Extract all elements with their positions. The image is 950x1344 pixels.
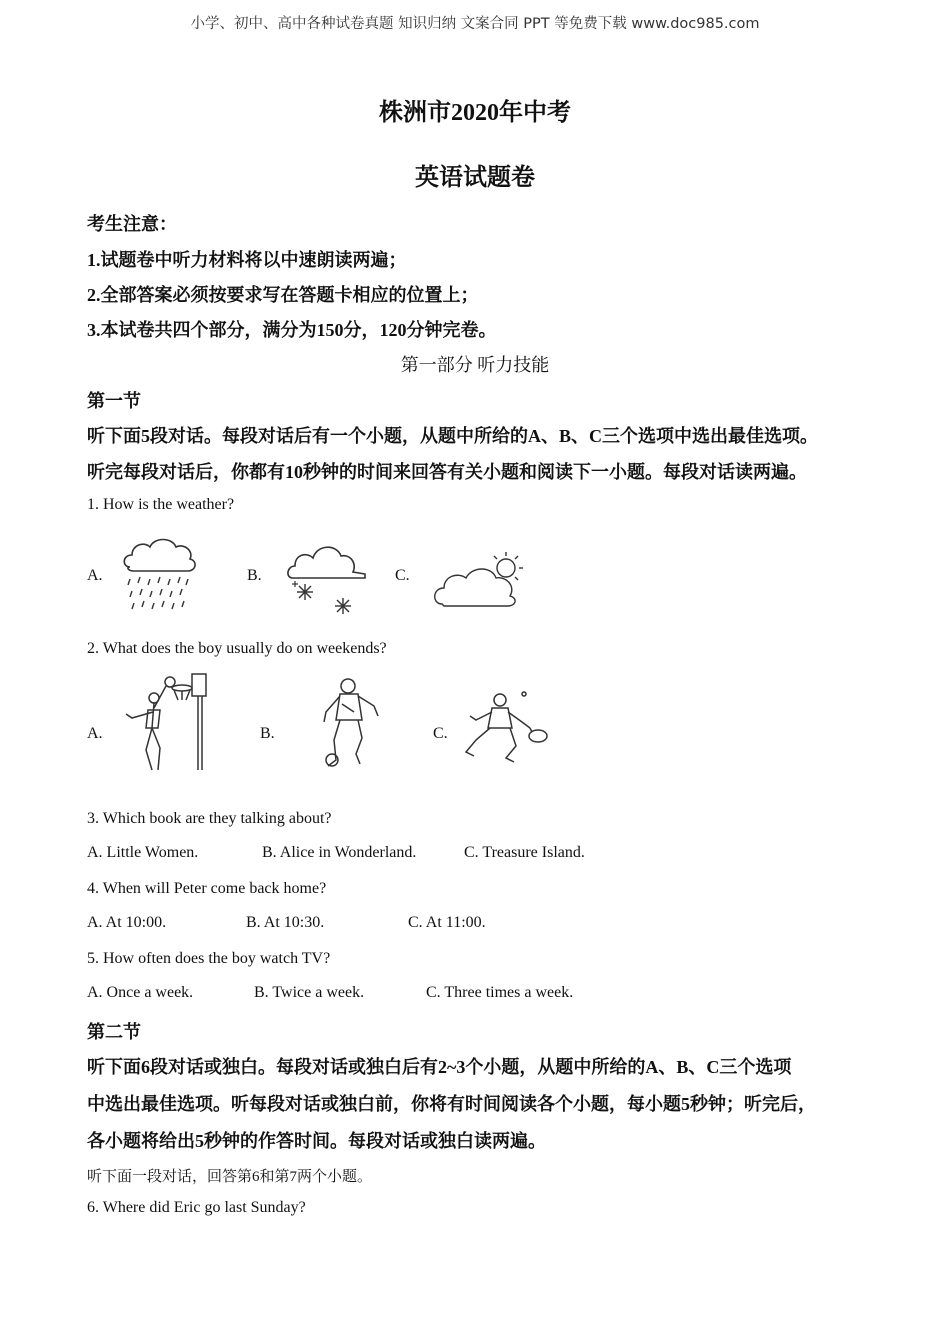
section2-instruction: 中选出最佳选项。听每段对话或独白前，你将有时间阅读各个小题，每小题5秒钟；听完后， xyxy=(87,1094,816,1114)
soccer-player-icon xyxy=(318,676,384,777)
q2-option-a: A. xyxy=(87,725,103,742)
snow-cloud-icon xyxy=(287,540,367,625)
section2-instruction: 各小题将给出5秒钟的作答时间。每段对话或独白读两遍。 xyxy=(87,1131,546,1151)
q3-option-a: A. Little Women. xyxy=(87,844,199,861)
question-5-stem: 5. How often does the boy watch TV? xyxy=(87,950,331,967)
badminton-player-icon xyxy=(462,690,552,771)
part1-title: 第一部分 听力技能 xyxy=(400,355,550,375)
notice-heading: 考生注意： xyxy=(87,214,177,234)
q4-option-b: B. At 10:30. xyxy=(246,914,325,931)
q4-option-a: A. At 10:00. xyxy=(87,914,167,931)
q3-option-b: B. Alice in Wonderland. xyxy=(262,844,417,861)
sun-cloud-icon xyxy=(434,550,529,615)
q2-option-c: C. xyxy=(433,725,448,742)
dialog-note: 听下面一段对话，回答第6和第7两个小题。 xyxy=(87,1169,373,1185)
q5-option-c: C. Three times a week. xyxy=(426,984,574,1001)
notice-item: 1.试题卷中听力材料将以中速朗读两遍； xyxy=(87,250,407,270)
exam-subtitle: 英语试题卷 xyxy=(415,165,535,191)
q1-option-c: C. xyxy=(395,567,410,584)
q4-option-c: C. At 11:00. xyxy=(408,914,486,931)
rain-cloud-icon xyxy=(122,537,198,618)
section2-instruction: 听下面6段对话或独白。每段对话或独白后有2~3个小题，从题中所给的A、B、C三个选项 xyxy=(87,1057,792,1077)
question-6-stem: 6. Where did Eric go last Sunday? xyxy=(87,1199,306,1216)
question-4-stem: 4. When will Peter come back home? xyxy=(87,880,327,897)
section1-instruction: 听下面5段对话。每段对话后有一个小题，从题中所给的A、B、C三个选项中选出最佳选项。 xyxy=(87,426,818,446)
q1-option-a: A. xyxy=(87,567,103,584)
question-3-stem: 3. Which book are they talking about? xyxy=(87,810,332,827)
q1-option-b: B. xyxy=(247,567,262,584)
exam-title: 株洲市2020年中考 xyxy=(379,100,571,126)
basketball-player-icon xyxy=(122,670,214,779)
q5-option-b: B. Twice a week. xyxy=(254,984,365,1001)
section2-title: 第二节 xyxy=(87,1022,141,1042)
question-1-stem: 1. How is the weather? xyxy=(87,496,235,513)
site-header: 小学、初中、高中各种试卷真题 知识归纳 文案合同 PPT 等免费下载 www.doc985.com xyxy=(190,16,760,32)
section1-instruction: 听完每段对话后，你都有10秒钟的时间来回答有关小题和阅读下一小题。每段对话读两遍。 xyxy=(87,462,807,482)
notice-item: 2.全部答案必须按要求写在答题卡相应的位置上； xyxy=(87,285,479,305)
section1-title: 第一节 xyxy=(87,391,141,411)
q2-option-b: B. xyxy=(260,725,275,742)
question-2-stem: 2. What does the boy usually do on weekends? xyxy=(87,640,387,657)
q5-option-a: A. Once a week. xyxy=(87,984,194,1001)
notice-item: 3.本试卷共四个部分，满分为150分，120分钟完卷。 xyxy=(87,320,497,340)
q3-option-c: C. Treasure Island. xyxy=(464,844,585,861)
